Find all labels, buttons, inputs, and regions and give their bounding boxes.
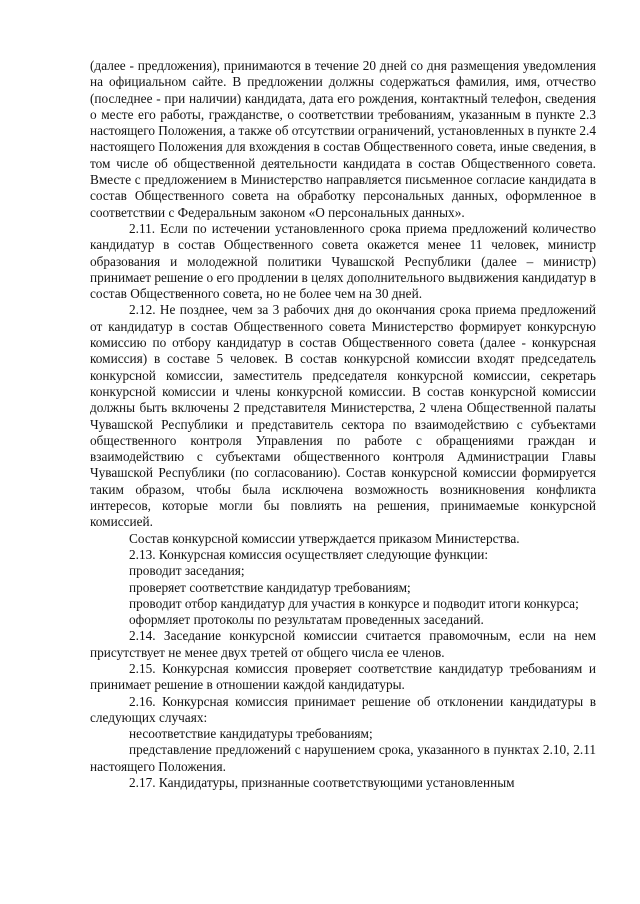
document-page <box>90 58 596 791</box>
paragraph-2-16: 2.16. Конкурсная комиссия принимает решение об отклонении кандидатуры в следующих случаях: <box>90 693 596 725</box>
list-item-rejection-late: представление предложений с нарушением срока, указанного в пунктах 2.10, 2.11 настоящего Положения. <box>90 742 596 774</box>
paragraph-2-15: 2.15. Конкурсная комиссия проверяет соответствие кандидатур требованиям и принимает решение в отношении каждой кандидатуры. <box>90 660 596 693</box>
paragraph-proposal-requirements: (далее - предложения), принимаются в течение 20 дней со дня размещения уведомления на официальном сайте. В предложении должны содержаться фамилия, имя, отчество (последнее - при наличии) кандидата, дата его рождения, контактный телефон, сведения о месте его работы, гражданстве, о соответствии требованиям, указанным в пункте 2.3 настоящего Положения, а также об отсутствии ограничений, установленных в пункте 2.4 настоящего Положения для вхождения в состав Общественного совета, иные сведения, в том числе об общественной деятельности кандидата в состав Общественного совета. Вместе с предложением в Министерство направляется письменное согласие кандидата в состав Общественного совета на обработку персональных данных, оформленное в соответствии с Федеральным законом «О персональных данных». <box>90 58 596 220</box>
list-item-function-selection: проводит отбор кандидатур для участия в конкурсе и подводит итоги конкурса; <box>129 595 579 611</box>
paragraph-2-12: 2.12. Не позднее, чем за 3 рабочих дня до окончания срока приема предложений от кандидатур в состав Общественного совета Министерство формирует конкурсную комиссию по отбору кандидатур в состав Общественного совета (далее - конкурсная комиссия) в составе 5 человек. В состав конкурсной комиссии входят председатель конкурсной комиссии, заместитель председателя конкурсной комиссии, секретарь конкурсной комиссии и члены конкурсной комиссии. В состав конкурсной комиссии должны быть включены 2 представителя Министерства, 2 члена Общественной палаты Чувашской Республики и представитель сектора по взаимодействию с субъектами общественного контроля Управления по работе с обращениями граждан и взаимодействию с субъектами общественного контроля Администрации Главы Чувашской Республики (по согласованию). Состав конкурсной комиссии формируется таким образом, чтобы была исключена возможность возникновения конфликта интересов, которые могли бы повлиять на решения, принимаемые конкурсной комиссией. <box>90 302 596 530</box>
paragraph-2-13: 2.13. Конкурсная комиссия осуществляет следующие функции: <box>129 546 489 562</box>
paragraph-2-14: 2.14. Заседание конкурсной комиссии считается правомочным, если на нем присутствует не менее двух третей от общего числа ее членов. <box>90 628 596 660</box>
paragraph-commission-approval: Состав конкурсной комиссии утверждается приказом Министерства. <box>129 530 520 546</box>
list-item-function-protocols: оформляет протоколы по результатам проведенных заседаний. <box>129 612 484 628</box>
list-item-function-check: проверяет соответствие кандидатур требованиям; <box>129 579 411 595</box>
paragraph-2-11: 2.11. Если по истечении установленного срока приема предложений количество кандидатур в состав Общественного совета окажется менее 11 человек, министр образования и молодежной политики Чувашской Республики (далее – министр) принимает решение о его продлении в целях дополнительного выдвижения кандидатур в состав Общественного совета, но не более чем на 30 дней. <box>90 220 596 302</box>
paragraph-2-17: 2.17. Кандидатуры, признанные соответствующими установленным <box>129 775 515 791</box>
list-item-function-meetings: проводит заседания; <box>129 563 245 579</box>
list-item-rejection-mismatch: несоответствие кандидатуры требованиям; <box>129 726 373 742</box>
